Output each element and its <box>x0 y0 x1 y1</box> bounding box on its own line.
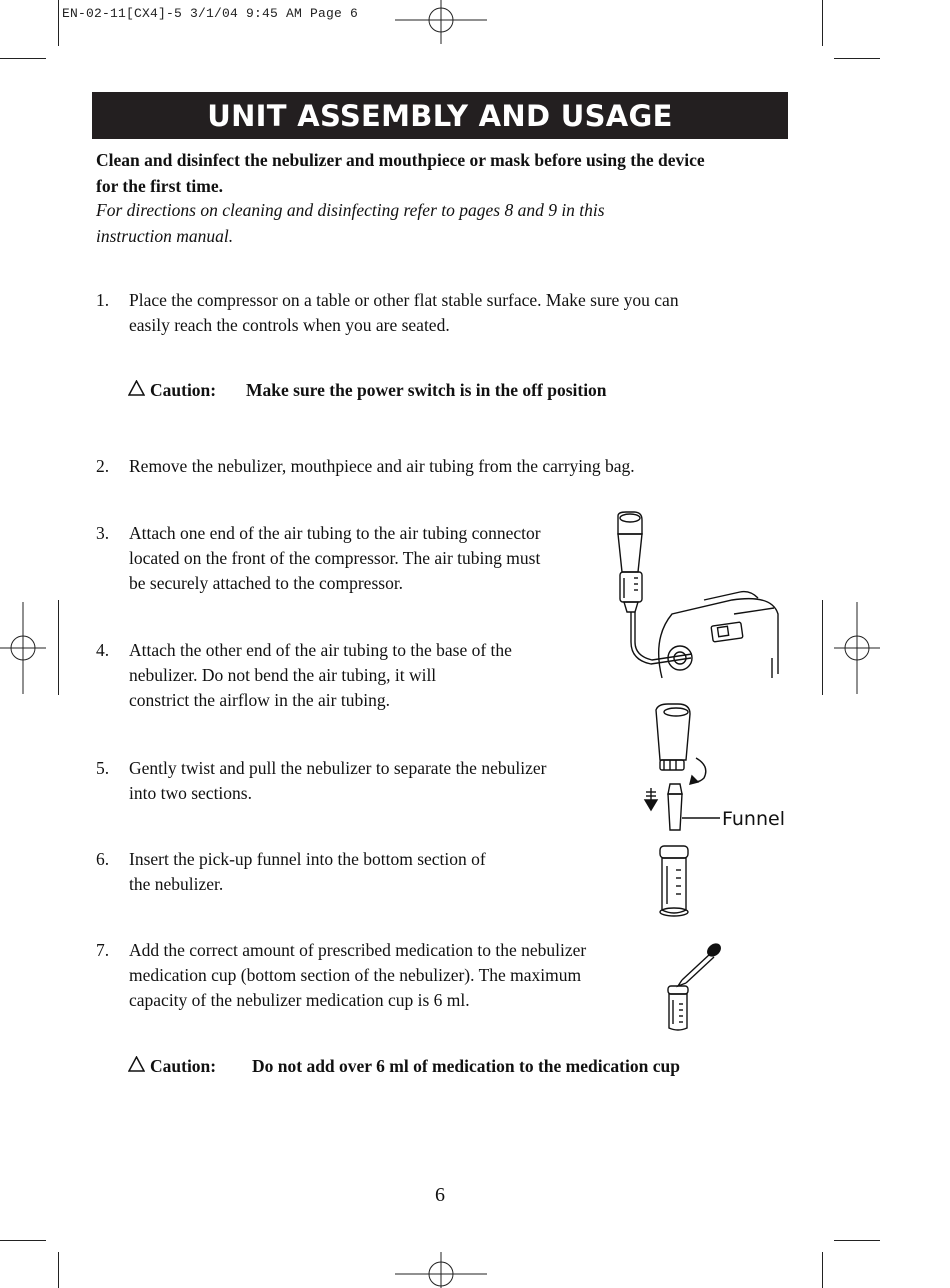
caution-message: Make sure the power switch is in the off position <box>246 380 607 400</box>
registration-mark-top <box>395 0 487 44</box>
step-line: Add the correct amount of prescribed medication to the nebulizer <box>129 940 587 960</box>
step-number: 5. <box>96 758 110 778</box>
step-line: Gently twist and pull the nebulizer to separate the nebulizer <box>129 758 547 778</box>
caution-medication-limit <box>128 1054 748 1080</box>
step-line: medication cup (bottom section of the nebulizer). The maximum <box>129 965 582 985</box>
step-line: constrict the airflow in the air tubing. <box>129 690 390 710</box>
step-1 <box>96 288 796 340</box>
intro-bold-line: Clean and disinfect the nebulizer and mouthpiece or mask before using the device <box>96 150 705 170</box>
intro-italic-line: For directions on cleaning and disinfecting refer to pages 8 and 9 in this <box>96 200 605 220</box>
caution-message: Do not add over 6 ml of medication to the medication cup <box>252 1056 680 1076</box>
step-line: Insert the pick-up funnel into the bottom section of <box>129 849 486 869</box>
step-line: into two sections. <box>129 783 252 803</box>
step-line: capacity of the nebulizer medication cup is 6 ml. <box>129 990 470 1010</box>
section-title: UNIT ASSEMBLY AND USAGE <box>92 92 788 139</box>
step-line: nebulizer. Do not bend the air tubing, it will <box>129 665 437 685</box>
nebulizer-sections-illustration <box>640 700 720 922</box>
step-number: 4. <box>96 640 110 660</box>
step-line: Attach the other end of the air tubing to the base of the <box>129 640 512 660</box>
step-line: be securely attached to the compressor. <box>129 573 404 593</box>
caution-power-switch <box>128 378 688 404</box>
warning-triangle-icon <box>128 1056 145 1072</box>
step-3 <box>96 521 606 599</box>
step-number: 6. <box>96 849 110 869</box>
step-line: Attach one end of the air tubing to the air tubing connector <box>129 523 541 543</box>
page-number: 6 <box>435 1184 445 1206</box>
step-line: the nebulizer. <box>129 874 224 894</box>
intro-bold-line: for the first time. <box>96 176 223 196</box>
intro-italic-text <box>96 197 696 249</box>
funnel-label: Funnel <box>722 808 785 830</box>
step-2 <box>96 454 796 480</box>
registration-mark-right <box>834 602 880 694</box>
step-line: easily reach the controls when you are seated. <box>129 315 450 335</box>
step-6 <box>96 847 576 899</box>
step-number: 2. <box>96 456 110 476</box>
intro-bold-text <box>96 147 796 199</box>
caution-label: Caution: <box>150 380 217 400</box>
registration-mark-left <box>0 602 46 694</box>
step-number: 1. <box>96 290 110 310</box>
step-7 <box>96 938 656 1016</box>
registration-mark-bottom <box>395 1252 487 1288</box>
step-line: Remove the nebulizer, mouthpiece and air tubing from the carrying bag. <box>129 456 635 476</box>
step-4 <box>96 638 576 716</box>
nebulizer-compressor-illustration <box>604 508 784 683</box>
dropper-medication-illustration <box>660 940 730 1035</box>
step-number: 3. <box>96 523 110 543</box>
caution-label: Caution: <box>150 1056 217 1076</box>
step-number: 7. <box>96 940 110 960</box>
warning-triangle-icon <box>128 380 145 396</box>
print-slug: EN-02-11[CX4]-5 3/1/04 9:45 AM Page 6 <box>62 6 359 21</box>
step-line: Place the compressor on a table or other flat stable surface. Make sure you can <box>129 290 679 310</box>
step-5 <box>96 756 606 808</box>
step-line: located on the front of the compressor. The air tubing must <box>129 548 541 568</box>
intro-italic-line: instruction manual. <box>96 226 234 246</box>
